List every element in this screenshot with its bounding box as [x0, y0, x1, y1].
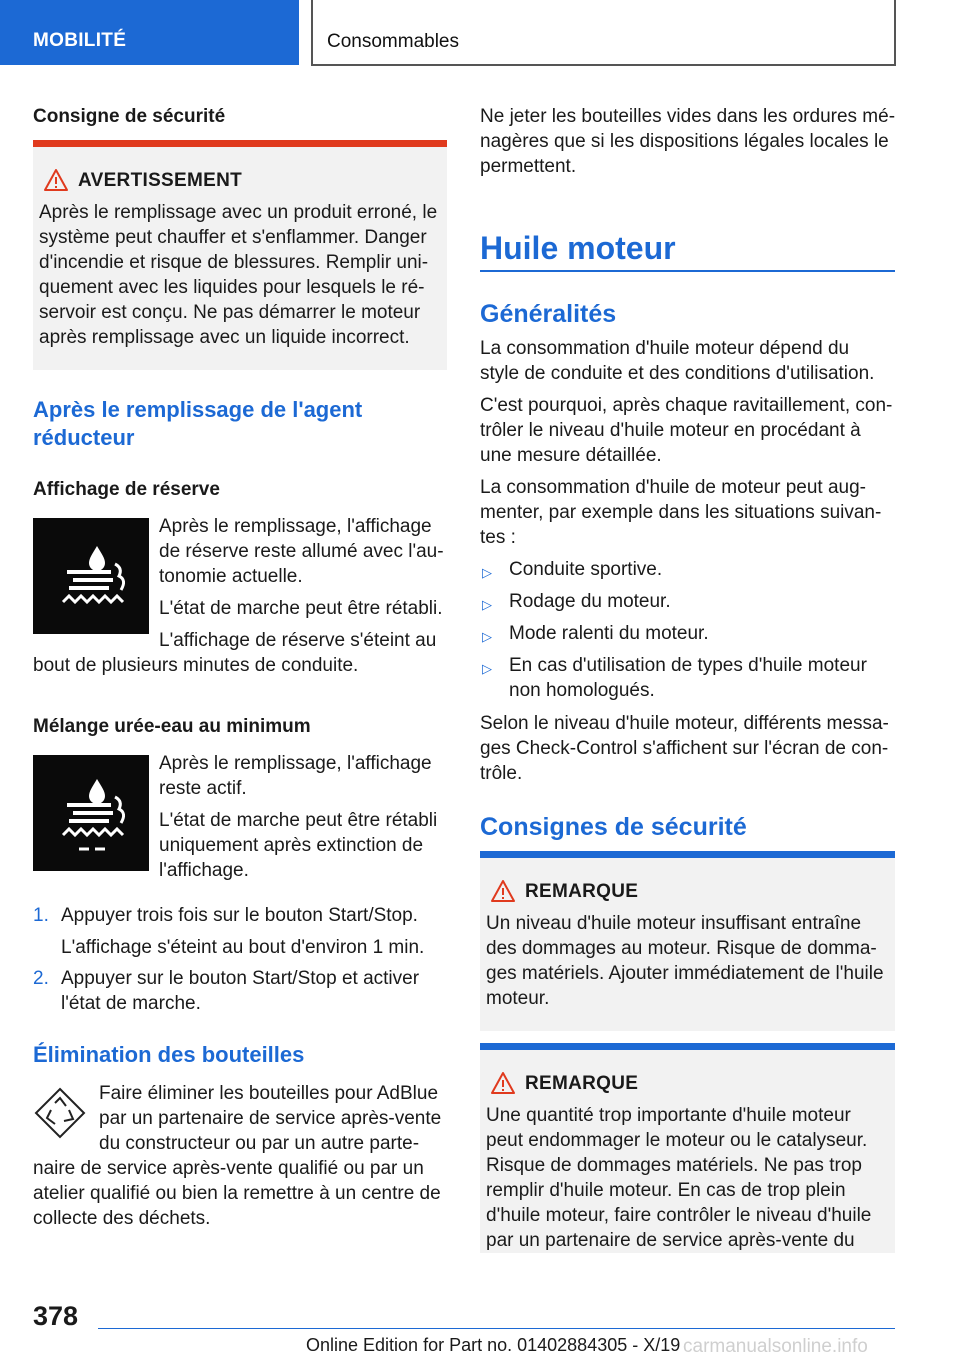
notice-box	[480, 851, 895, 1031]
edition-text: Online Edition for Part no. 01402884305 - X/19	[306, 1335, 681, 1355]
heading-rule	[480, 270, 895, 272]
general-text: La consommation d'huile moteur dépend du	[480, 338, 850, 359]
warning-line: d'incendie et risque de blessures. Remplir uni‐	[39, 252, 429, 273]
step-text: L'affichage s'éteint au bout d'environ 1 min.	[61, 937, 425, 958]
general-heading: Généralités	[480, 300, 617, 328]
adblue-minimum-icon	[33, 755, 149, 871]
intro-text: nagères que si les dispositions légales locales le	[480, 131, 889, 152]
notice-triangle-icon	[490, 1071, 516, 1095]
bullet-triangle-icon: ▷	[482, 597, 492, 612]
oil-heading: Huile moteur	[480, 230, 676, 266]
step-text: Appuyer sur le bouton Start/Stop et activer	[61, 968, 420, 989]
step-text: l'état de marche.	[61, 993, 201, 1014]
warning-line: après remplissage avec un liquide incorrect.	[39, 327, 410, 348]
disposal-text: atelier qualifié ou bien la remettre à un centre de	[33, 1183, 441, 1204]
page-number: 378	[33, 1301, 79, 1331]
after-fill-heading: réducteur	[33, 425, 135, 450]
step-number: 2.	[33, 968, 49, 989]
general-text: une mesure détaillée.	[480, 445, 662, 466]
warning-line: Après le remplissage avec un produit erroné, le	[39, 202, 438, 223]
notice-line: Risque de dommages matériels. Ne pas trop	[486, 1155, 862, 1176]
reserve-text: L'état de marche peut être rétabli.	[159, 598, 443, 619]
watermark: carmanualsonline.info	[683, 1336, 868, 1357]
bullet-text: En cas d'utilisation de types d'huile moteur	[509, 655, 867, 676]
notice-line: ges matériels. Ajouter immédiatement de l'huile	[486, 963, 884, 984]
notice-triangle-icon	[490, 879, 516, 903]
minimum-text: Après le remplissage, l'affichage	[159, 753, 432, 774]
warning-line: quement avec les liquides pour lesquels le ré‐	[39, 277, 425, 298]
warning-line: système peut chauffer et s'enflammer. Danger	[39, 227, 427, 248]
footer-rule	[98, 1328, 895, 1329]
reserve-text: L'affichage de réserve s'éteint au	[159, 630, 437, 651]
minimum-text: reste actif.	[159, 778, 247, 799]
bullet-text: non homologués.	[509, 680, 655, 701]
bullet-text: Rodage du moteur.	[509, 591, 671, 612]
notice-line: remplir d'huile moteur. En cas de trop plein	[486, 1180, 846, 1201]
intro-text: Ne jeter les bouteilles vides dans les ordures mé‐	[480, 106, 896, 127]
notice-line: peut endommager le moteur ou le catalyseur.	[486, 1130, 868, 1151]
notice-line: moteur.	[486, 988, 550, 1009]
warning-bar	[33, 140, 447, 147]
minimum-text: l'affichage.	[159, 860, 249, 881]
general-text: C'est pourquoi, après chaque ravitaillement, con‐	[480, 395, 893, 416]
disposal-text: du constructeur ou par un autre parte‐	[99, 1133, 420, 1154]
notice-box	[480, 1043, 895, 1253]
warning-box	[33, 140, 447, 370]
chapter-label: Consommables	[327, 31, 459, 52]
notice-title: REMARQUE	[525, 881, 639, 902]
general-text: menter, par exemple dans les situations suivan‐	[480, 502, 882, 523]
minimum-text: L'état de marche peut être rétabli	[159, 810, 438, 831]
warning-line: servoir est conçu. Ne pas démarrer le moteur	[39, 302, 421, 323]
intro-text: permettent.	[480, 156, 577, 177]
safety-instructions-heading: Consignes de sécurité	[480, 813, 747, 841]
disposal-text: par un partenaire de service après-vente	[99, 1108, 442, 1129]
section-label: MOBILITÉ	[33, 30, 127, 51]
general-text: trôler le niveau d'huile moteur en procédant à	[480, 420, 861, 441]
bullet-triangle-icon: ▷	[482, 661, 492, 676]
disposal-text: collecte des déchets.	[33, 1208, 211, 1229]
general-text: style de conduite et des conditions d'utilisation.	[480, 363, 875, 384]
after-fill-heading: Après le remplissage de l'agent	[33, 397, 363, 422]
general-text: La consommation d'huile de moteur peut aug‐	[480, 477, 866, 498]
general-text: tes :	[480, 527, 516, 548]
chapter-tab	[311, 0, 896, 66]
minimum-text: uniquement après extinction de	[159, 835, 424, 856]
after-bullets-text: ges Check-Control s'affichent sur l'écran de con‐	[480, 738, 889, 759]
reserve-text: Après le remplissage, l'affichage	[159, 516, 432, 537]
after-bullets-text: trôle.	[480, 763, 523, 784]
step-number: 1.	[33, 905, 49, 926]
notice-line: des dommages au moteur. Risque de domma‐	[486, 938, 877, 959]
notice-bar	[480, 1043, 895, 1050]
disposal-text: naire de service après-vente qualifié ou par un	[33, 1158, 424, 1179]
bullet-triangle-icon: ▷	[482, 565, 492, 580]
step-text: Appuyer trois fois sur le bouton Start/Stop.	[61, 905, 418, 926]
notice-title: REMARQUE	[525, 1073, 639, 1094]
section-tab	[0, 0, 299, 65]
reserve-text: bout de plusieurs minutes de conduite.	[33, 655, 359, 676]
notice-line: par un partenaire de service après-vente du	[486, 1230, 855, 1251]
reserve-text: tonomie actuelle.	[159, 566, 303, 587]
disposal-heading: Élimination des bouteilles	[33, 1042, 305, 1067]
notice-line: d'huile moteur, faire contrôler le niveau d'huile	[486, 1205, 872, 1226]
bullet-text: Mode ralenti du moteur.	[509, 623, 709, 644]
minimum-heading: Mélange urée-eau au minimum	[33, 716, 311, 737]
adblue-reserve-icon	[33, 518, 149, 634]
warning-triangle-icon	[43, 168, 69, 192]
notice-line: Une quantité trop importante d'huile moteur	[486, 1105, 851, 1126]
bullet-text: Conduite sportive.	[509, 559, 663, 580]
bullet-triangle-icon: ▷	[482, 629, 492, 644]
reserve-text: de réserve reste allumé avec l'au‐	[159, 541, 444, 562]
notice-line: Un niveau d'huile moteur insuffisant entraîne	[486, 913, 862, 934]
disposal-text: Faire éliminer les bouteilles pour AdBlue	[99, 1083, 439, 1104]
reserve-heading: Affichage de réserve	[33, 479, 220, 500]
warning-title: AVERTISSEMENT	[78, 170, 243, 191]
notice-bar	[480, 851, 895, 858]
after-bullets-text: Selon le niveau d'huile moteur, différents messa‐	[480, 713, 889, 734]
recycling-icon	[33, 1086, 87, 1140]
safety-heading: Consigne de sécurité	[33, 106, 226, 127]
